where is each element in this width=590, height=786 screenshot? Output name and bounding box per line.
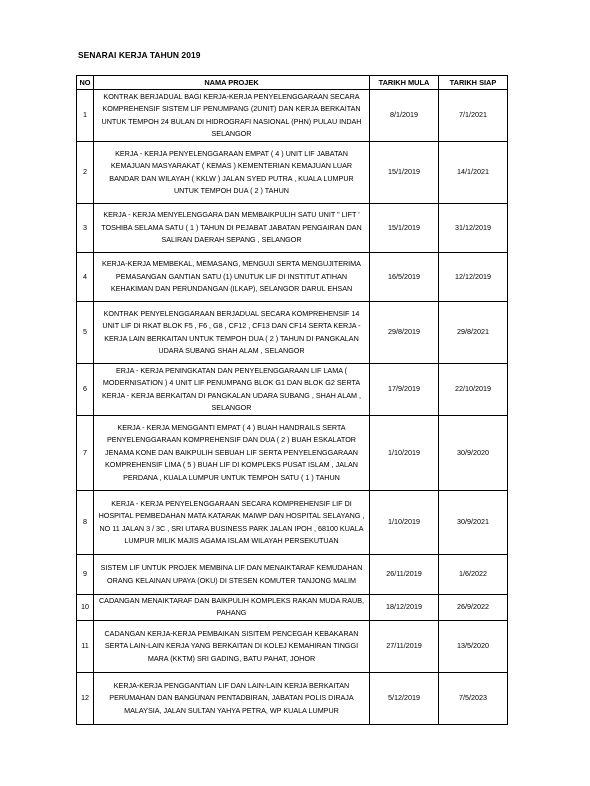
table-row [77, 416, 508, 491]
header-no: NO [77, 76, 94, 90]
project-name: CADANGAN KERJA-KERJA PEMBAIKAN SISITEM PENCEGAH KEBAKARAN SERTA LAIN-LAIN KERJA YANG BERKAITAN DI KOLEJ KEMAHIRAN TINGGI MARA (KKTM) SRI GADING, BATU PAHAT, JOHOR [94, 620, 370, 672]
header-end-date: TARIKH SIAP [439, 76, 508, 90]
start-date: 18/12/2019 [370, 595, 439, 621]
end-date: 14/1/2021 [439, 142, 508, 204]
table-row [77, 491, 508, 555]
table-row [77, 364, 508, 416]
table-header-row [77, 76, 508, 90]
start-date: 29/8/2019 [370, 302, 439, 364]
project-name: KONTRAK BERJADUAL BAGI KERJA-KERJA PENYELENGGARAAN SECARA KOMPREHENSIF SISTEM LIF PENUMPANG (2UNIT) DAN KERJA BERKAITAN UNTUK TEMPOH 24 BULAN DI HIDROGRAFI NASIONAL (PHN) PULAU INDAH SELANGOR [94, 90, 370, 142]
table-row [77, 672, 508, 724]
project-name: KERJA - KERJA PENYELENGGARAAN SECARA KOMPREHENSIF LIF DI HOSPITAL PEMBEDAHAN MATA KATARAK MAIWP DAN HOSPITAL SELAYANG , NO 11 JALAN 3 / 3C , SRI UTARA BUSINESS PARK JALAN IPOH , 68100 KUALA LUMPUR MILIK MAJIS AGAMA ISLAM WILAYAH PERSEKUTUAN [94, 491, 370, 555]
project-name: KONTRAK PENYELENGGARAAN BERJADUAL SECARA KOMPREHENSIF 14 UNIT LIF DI RKAT BLOK F5 , F6 , G8 , CF12 , CF13 DAN CF14 SERTA KERJA - KERJA LAIN BERKAITAN UNTUK TEMPOH DUA ( 2 ) TAHUN DI PANGKALAN UDARA SUBANG SHAH ALAM , SELANGOR [94, 302, 370, 364]
table-row [77, 595, 508, 621]
project-name: KERJA-KERJA PENGGANTIAN LIF DAN LAIN-LAIN KERJA BERKAITAN PERUMAHAN DAN BANGUNAN PENTADBIRAN, JABATAN POLIS DIRAJA MALAYSIA, JALAN SULTAN YAHYA PETRA, WP KUALA LUMPUR [94, 672, 370, 724]
row-number: 3 [77, 204, 94, 253]
project-name: CADANGAN MENAIKTARAF DAN BAIKPULIH KOMPLEKS RAKAN MUDA RAUB, PAHANG [94, 595, 370, 621]
project-name: KERJA-KERJA MEMBEKAL, MEMASANG, MENGUJI SERTA MENGUJITERIMA PEMASANGAN GANTIAN SATU (1) UNUTUK LIF DI INSTITUT ATIHAN KEHAKIMAN DAN PERUNDANGAN (ILKAP), SELANGOR DARUL EHSAN [94, 253, 370, 302]
row-number: 6 [77, 364, 94, 416]
row-number: 11 [77, 620, 94, 672]
row-number: 7 [77, 416, 94, 491]
start-date: 1/10/2019 [370, 491, 439, 555]
header-project-name: NAMA PROJEK [94, 76, 370, 90]
end-date: 22/10/2019 [439, 364, 508, 416]
start-date: 15/1/2019 [370, 142, 439, 204]
end-date: 26/9/2022 [439, 595, 508, 621]
project-name: SISTEM LIF UNTUK PROJEK MEMBINA LIF DAN MENAIKTARAF KEMUDAHAN ORANG KELAINAN UPAYA (OKU) DI STESEN KOMUTER TANJONG MALIM [94, 555, 370, 595]
project-name: ERJA - KERJA PENINGKATAN DAN PENYELENGGARAAN LIF LAMA ( MODERNISATION ) 4 UNIT LIF PENUMPANG BLOK G1 DAN BLOK G2 SERTA KERJA - KERJA BERKAITAN DI PANGKALAN UDARA SUBANG , SHAH ALAM , SELANGOR [94, 364, 370, 416]
project-list-table [76, 75, 508, 725]
document-title: SENARAI KERJA TAHUN 2019 [78, 50, 201, 60]
table-row [77, 90, 508, 142]
end-date: 7/5/2023 [439, 672, 508, 724]
table-row [77, 620, 508, 672]
end-date: 13/5/2020 [439, 620, 508, 672]
header-start-date: TARIKH MULA [370, 76, 439, 90]
end-date: 30/9/2021 [439, 491, 508, 555]
start-date: 8/1/2019 [370, 90, 439, 142]
row-number: 2 [77, 142, 94, 204]
row-number: 12 [77, 672, 94, 724]
start-date: 27/11/2019 [370, 620, 439, 672]
start-date: 15/1/2019 [370, 204, 439, 253]
row-number: 8 [77, 491, 94, 555]
start-date: 1/10/2019 [370, 416, 439, 491]
end-date: 7/1/2021 [439, 90, 508, 142]
row-number: 4 [77, 253, 94, 302]
row-number: 10 [77, 595, 94, 621]
start-date: 5/12/2019 [370, 672, 439, 724]
project-name: KERJA - KERJA MENYELENGGARA DAN MEMBAIKPULIH SATU UNIT " LIFT ' TOSHIBA SELAMA SATU ( 1 ) TAHUN DI PEJABAT JABATAN PENGAIRAN DAN SALIRAN DAERAH SEPANG , SELANGOR [94, 204, 370, 253]
end-date: 1/6/2022 [439, 555, 508, 595]
end-date: 12/12/2019 [439, 253, 508, 302]
row-number: 1 [77, 90, 94, 142]
row-number: 9 [77, 555, 94, 595]
start-date: 16/5/2019 [370, 253, 439, 302]
end-date: 30/9/2020 [439, 416, 508, 491]
table-row [77, 302, 508, 364]
table-row [77, 555, 508, 595]
start-date: 26/11/2019 [370, 555, 439, 595]
row-number: 5 [77, 302, 94, 364]
end-date: 31/12/2019 [439, 204, 508, 253]
start-date: 17/9/2019 [370, 364, 439, 416]
project-name: KERJA - KERJA MENGGANTI EMPAT ( 4 ) BUAH HANDRAILS SERTA PENYELENGGARAAN KOMPREHENSIF DAN DUA ( 2 ) BUAH ESKALATOR JENAMA KONE DAN BAIKPULIH SEBUAH LIF SERTA PENYELENGGARAAN KOMPREHENSIF LIMA ( 5 ) BUAH LIF DI KOMPLEKS PUSAT ISLAM , JALAN PERDANA , KUALA LUMPUR UNTUK TEMPOH SATU ( 1 ) TAHUN [94, 416, 370, 491]
table-row [77, 142, 508, 204]
project-name: KERJA - KERJA PENYELENGGARAAN EMPAT ( 4 ) UNIT LIF JABATAN KEMAJUAN MASYARAKAT ( KEMAS ) KEMENTERIAN KEMAJUAN LUAR BANDAR DAN WILAYAH ( KKLW ) JALAN SYED PUTRA , KUALA LUMPUR UNTUK TEMPOH DUA ( 2 ) TAHUN [94, 142, 370, 204]
end-date: 29/8/2021 [439, 302, 508, 364]
table-row [77, 204, 508, 253]
table-row [77, 253, 508, 302]
